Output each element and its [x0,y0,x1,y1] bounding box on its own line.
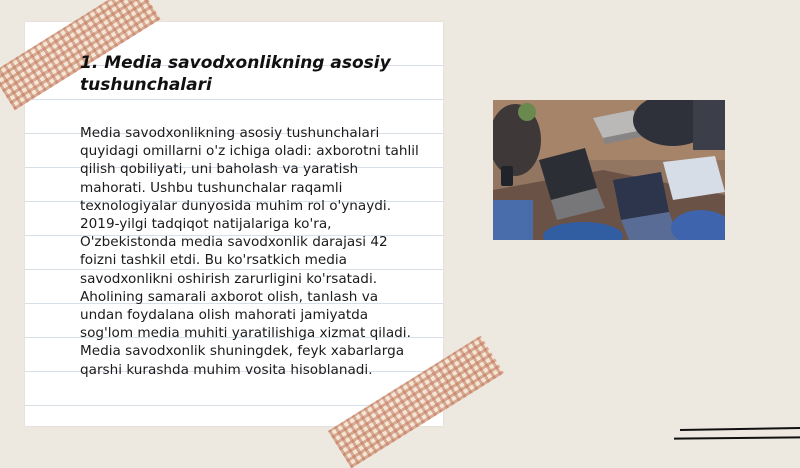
laptops-photo [493,100,725,240]
slide-title: 1. Media savodxonlikning asosiy tushunchalari [80,53,391,95]
decorative-line [674,436,800,439]
decorative-line [680,427,800,431]
slide-body-text: Media savodxonlikning asosiy tushunchalari quyidagi omillarni o'z ichiga oladi: axborotni tahlil qilish qobiliyati, uni baholash va yaratish mahorati. Ushbu tushunchalar raqamli texnologiyalar dunyosida muhim rol o'ynaydi. 2019-yilgi tadqiqot natijalariga ko'ra, O'zbekistonda media savodxonlik darajasi 42 foizni tashkil etdi. Bu ko'rsatkich media savodxonlikni oshirish zarurligini ko'rsatadi. Aholining samarali axborot olish, tanlash va undan foydalana olish mahorati jamiyatda sog'lom media muhiti yaratilishiga xizmat qiladi. Media savodxonlik shuningdek, feyk xabarlarga qarshi kurashda muhim vosita hisoblanadi. [80,125,419,378]
